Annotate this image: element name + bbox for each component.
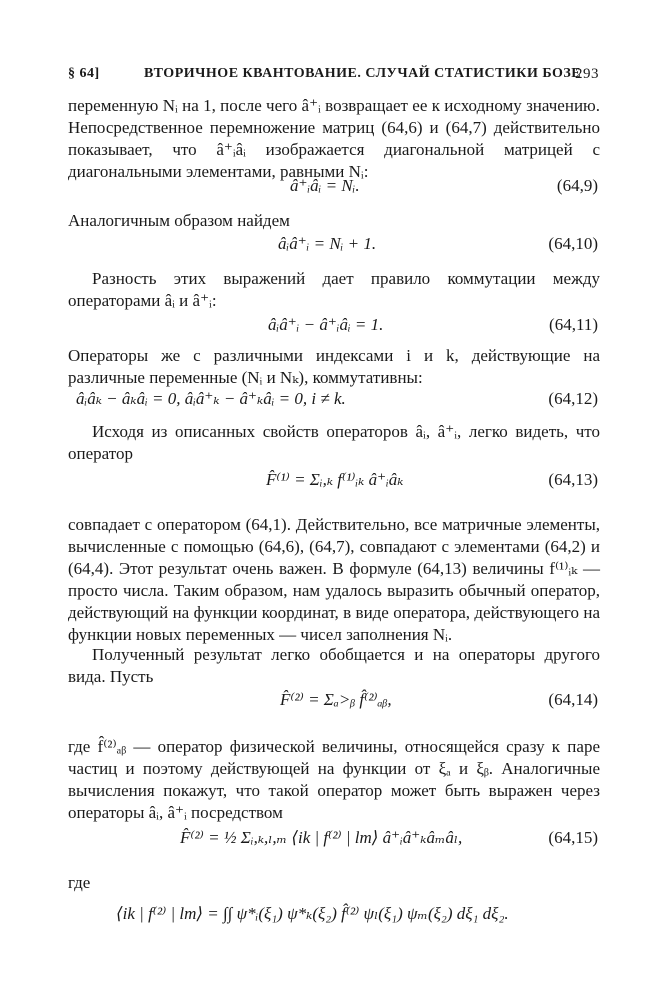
equation-formula: ⟨ik | f⁽²⁾ | lm⟩ = ∫∫ ψ*ᵢ(ξ₁) ψ*ₖ(ξ₂) f̂⁽²⁾ ψₗ(ξ₁) ψₘ(ξ₂) dξ₁ dξ₂.: [116, 904, 509, 923]
equation-formula: â⁺ᵢâᵢ = Nᵢ.: [290, 176, 360, 195]
page-header: [64, 66, 603, 88]
equation-number: (64,14): [548, 690, 598, 709]
equation-64-13: [68, 470, 600, 496]
equation-number: (64,15): [548, 828, 598, 847]
paragraph-8: где f̂⁽²⁾ₐᵦ — оператор физической величины, относящейся сразу к паре частиц и поэтому действующей на функции от ξₐ и ξᵦ. Аналогичные вычисления покажут, что такой оператор может быть выражен через операторы âᵢ, â⁺ᵢ посредством: [68, 737, 600, 822]
equation-formula: F̂⁽²⁾ = ½ Σᵢ,ₖ,ₗ,ₘ ⟨ik | f⁽²⁾ | lm⟩ â⁺ᵢâ⁺ₖâₘâₗ,: [180, 828, 463, 847]
equation-formula: F̂⁽²⁾ = Σₐ>ᵦ f̂⁽²⁾ₐᵦ,: [280, 690, 392, 709]
equation-formula: âᵢâₖ − âₖâᵢ = 0, âᵢâ⁺ₖ − â⁺ₖâᵢ = 0, i ≠ k.: [76, 389, 346, 408]
section-marker: § 64]: [68, 66, 100, 81]
equation-number: (64,11): [549, 315, 598, 334]
equation-64-12: [68, 389, 600, 415]
equation-64-10: [68, 234, 600, 260]
running-title: ВТОРИЧНОЕ КВАНТОВАНИЕ. СЛУЧАЙ СТАТИСТИКИ БОЗЕ: [144, 66, 582, 81]
equation-number: (64,9): [556, 176, 598, 195]
paragraph-4: Операторы же с различными индексами i и k, действующие на различные переменные (Nᵢ и Nₖ), коммутативны:: [68, 346, 600, 387]
paragraph-1: переменную Nᵢ на 1, после чего â⁺ᵢ возвращает ее к исходному значению. Непосредственное перемножение матриц (64,6) и (64,7) действительно показывает, что â⁺ᵢâᵢ изображается диагональной матрицей с диагональными элементами, равными Nᵢ:: [68, 96, 600, 181]
equation-number: (64,10): [548, 234, 598, 253]
equation-formula: âᵢâ⁺ᵢ − â⁺ᵢâᵢ = 1.: [268, 315, 384, 334]
equation-matrix-element: [68, 904, 600, 930]
equation-formula: âᵢâ⁺ᵢ = Nᵢ + 1.: [278, 234, 377, 253]
paragraph-9: где: [68, 873, 91, 892]
equation-number: (64,12): [548, 389, 598, 408]
equation-64-9: [68, 176, 600, 202]
equation-64-11: [68, 315, 600, 341]
equation-formula: F̂⁽¹⁾ = Σᵢ,ₖ f⁽¹⁾ᵢₖ â⁺ᵢâₖ: [266, 470, 404, 489]
equation-64-14: [68, 690, 600, 716]
paragraph-5: Исходя из описанных свойств операторов âᵢ, â⁺ᵢ, легко видеть, что оператор: [68, 422, 600, 463]
paragraph-6: совпадает с оператором (64,1). Действительно, все матричные элементы, вычисленные с помощью (64,6), (64,7), совпадают с элементами (64,2) и (64,4). Этот результат очень важен. В формуле (64,13) величины f⁽¹⁾ᵢₖ — просто числа. Таким образом, нам удалось выразить обычный оператор, действующий на функции координат, в виде оператора, действующего на функции новых переменных — чисел заполнения Nᵢ.: [68, 515, 600, 644]
paragraph-2: Аналогичным образом найдем: [68, 211, 290, 230]
page-number: 293: [575, 66, 599, 82]
equation-number: (64,13): [548, 470, 598, 489]
equation-64-15: [68, 828, 600, 854]
paragraph-3: Разность этих выражений дает правило коммутации между операторами âᵢ и â⁺ᵢ:: [68, 269, 600, 310]
paragraph-7: Полученный результат легко обобщается и на операторы другого вида. Пусть: [68, 645, 600, 686]
